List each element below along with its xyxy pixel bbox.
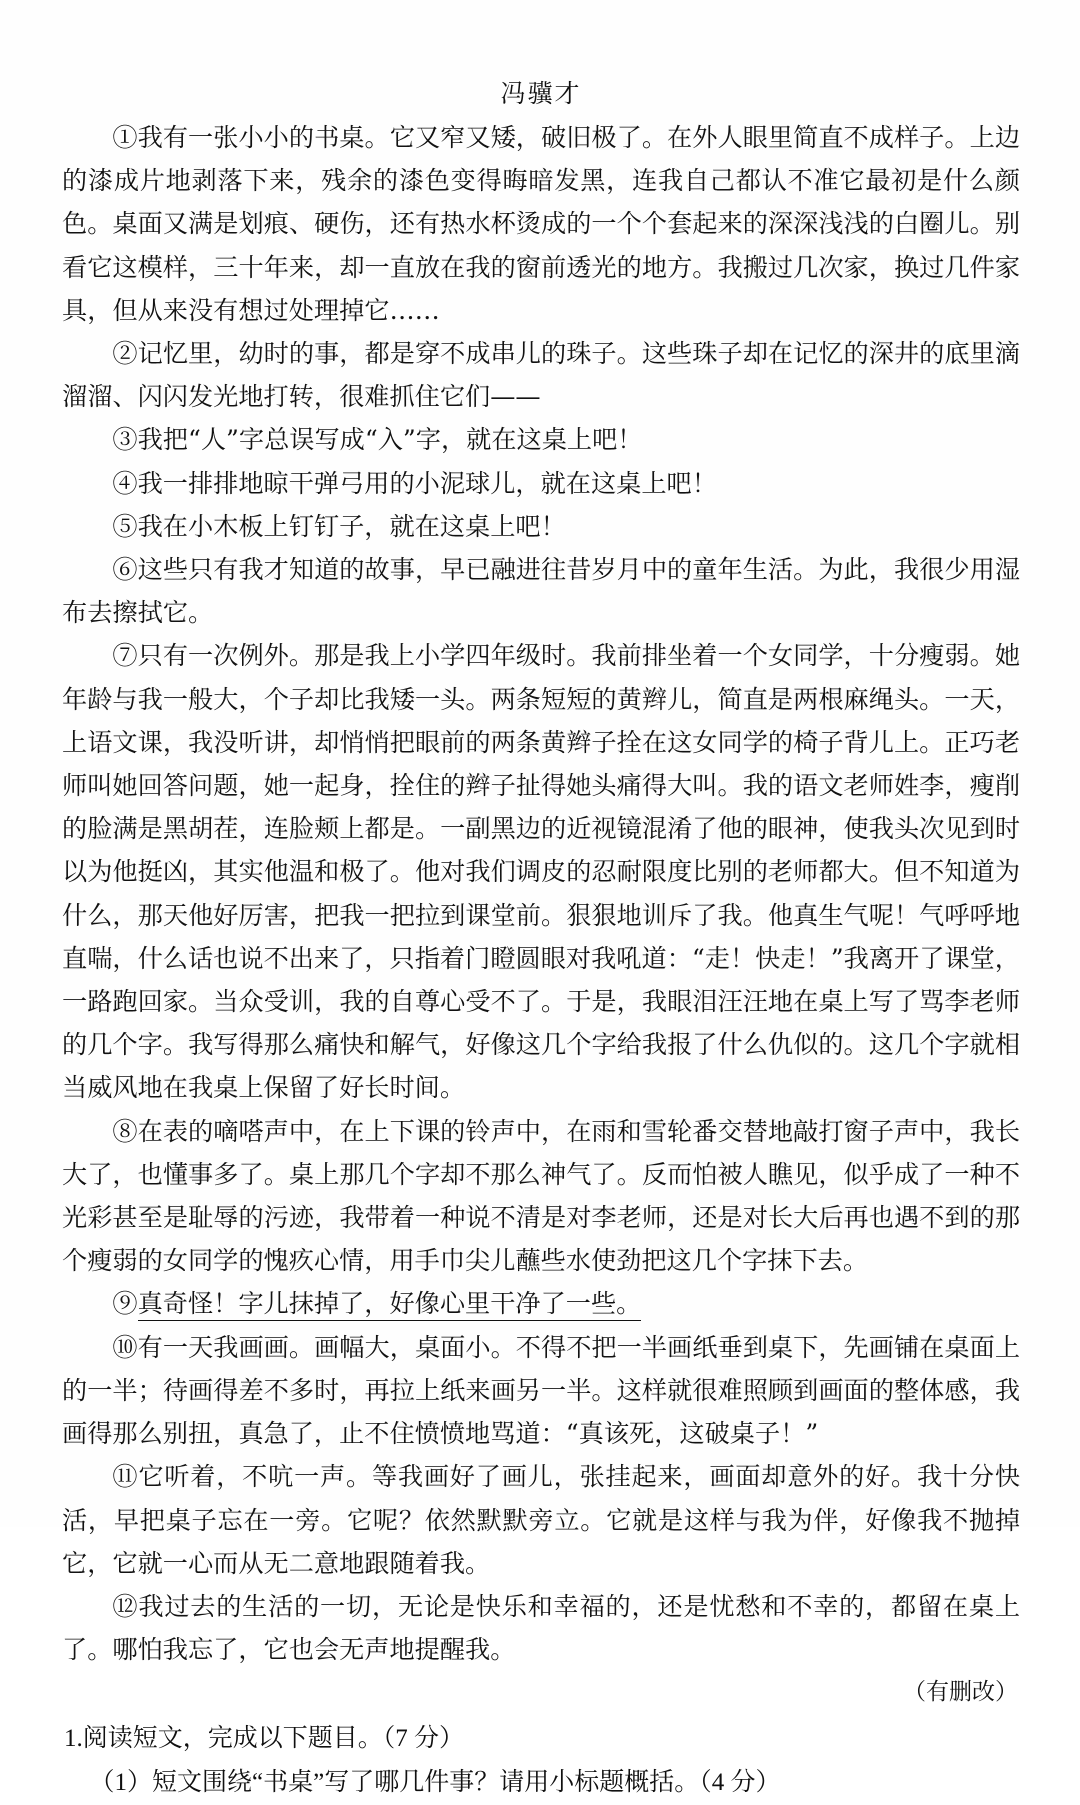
paragraph-text-5: 我在小木板上钉钉子，就在这桌上吧！	[137, 511, 566, 541]
paragraph-marker-2: ②	[112, 339, 138, 369]
paragraph-text-7-after: 这几个字就相当威风地在我桌上保留了好长时间。	[62, 1030, 1021, 1103]
paragraph-marker-5: ⑤	[112, 511, 138, 541]
paragraph-4	[62, 462, 1020, 505]
paragraph-12	[62, 1585, 1020, 1671]
question-1-sub-1: （1）短文围绕“书桌”写了哪几件事？请用小标题概括。（4 分）	[89, 1768, 781, 1796]
author-byline: 冯骥才	[500, 79, 582, 108]
paragraph-text-8: 在表的嘀嗒声中，在上下课的铃声中，在雨和雪轮番交替地敲打窗子声中，我长大了，也懂事多了。桌上那几个字却不那么神气了。反而怕被人瞧见，似乎成了一种不光彩甚至是耻辱的污迹，我带着一种说不清是对李老师，还是对长大后再也遇不到的那个瘦弱的女同学的愧疚心情，用手巾尖儿蘸些水使劲把这几个字抹下去。	[62, 1116, 1021, 1276]
paragraph-marker-3: ③	[112, 425, 138, 455]
paragraph-text-12: 我过去的生活的一切，无论是快乐和幸福的，还是忧愁和不幸的，都留在桌上了。哪怕我忘了，它也会无声地提醒我。	[62, 1591, 1021, 1665]
paragraph-marker-8: ⑧	[112, 1116, 138, 1146]
paragraph-text-3: 我把“人”字总误写成“入”字，就在这桌上吧！	[137, 425, 643, 455]
paragraph-text-11-after: 地跟随着我。	[339, 1548, 491, 1578]
source-attribution-note: （有删改）	[903, 1679, 1018, 1706]
paragraph-8	[62, 1110, 1020, 1283]
paragraph-text-10: 有一天我画画。画幅大，桌面小。不得不把一半画纸垂到桌下，先画铺在桌面上的一半；待画得差不多时，再拉上纸来画另一半。这样就很难照顾到画面的整体感，我画得那么别扭，真急了，止不住愤愤地骂道：“真该死，这破桌子！”	[62, 1332, 1021, 1449]
paragraph-9-underlined-text: 真奇怪！字儿抹掉了，好像心里干净了一些。	[138, 1289, 642, 1321]
paragraph-marker-9: ⑨	[112, 1289, 138, 1319]
paragraph-6	[62, 548, 1020, 634]
paragraph-marker-10: ⑩	[112, 1332, 138, 1362]
paragraph-1	[62, 116, 1020, 332]
paragraph-9	[62, 1282, 1020, 1325]
question-1-main: 1.阅读短文，完成以下题目。（7 分）	[64, 1724, 465, 1752]
passage-body	[62, 116, 1020, 1671]
paragraph-marker-4: ④	[112, 468, 138, 498]
paragraph-marker-12: ⑫	[112, 1591, 139, 1621]
paragraph-7	[62, 634, 1020, 1109]
paragraph-text-6: 这些只有我才知道的故事，早已融进往昔岁月中的童年生活。为此，我很少用湿布去擦拭它。	[62, 555, 1021, 628]
paragraph-text-7-before: 只有一次例外。那是我上小学四年级时。我前排坐着一个女同学，十分瘦弱。她年龄与我一般大，个子却比我矮一头。两条短短的黄辫儿，简直是两根麻绳头。一天，上语文课，我没听讲，却悄悄把眼前的两条黄辫子拴在这女同学的椅子背儿上。正巧老师叫她回答问题，她一起身，拴住的辫子扯得她头痛得大叫。我的语文老师姓李，瘦削的脸满是黑胡茬，连脸颊上都是。一副黑边的近视镜混淆了他的眼神，使我头次见到时以为他挺凶，其实他温和极了。他对我们调皮的忍耐限度比别的老师都大。但不知道为什么，那天他好厉害，把我一把拉到课堂前。狠狠地训斥了我。他真生气呢！气呼呼地直喘，什么话也说不出来了，只指着门瞪圆眼对我吼道：“走！快走！”我离开了课堂，一路跑回家。当众受训，我的自尊心受不了。于是，我眼泪汪汪地在桌上写了骂李老师的几个字。	[62, 641, 1021, 1060]
paragraph-text-1: 我有一张小小的书桌。它又窄又矮，破旧极了。在外人眼里简直不成样子。上边的漆成片地剥落下来，残余的漆色变得晦暗发黑，连我自己都认不准它最初是什么颜色。桌面又满是划痕、硬伤，还有热水杯烫成的一个个套起来的深深浅浅的白圈儿。别看它这模样，三十年来，却一直放在我的窗前透光的地方。我搬过几次家，换过几件家具，但从来没有想过处理掉它……	[62, 123, 1021, 325]
paragraph-7-emphasis-text: 我写得那么痛快和解气，好像这几个字给我报了什么仇似的。	[188, 1030, 869, 1060]
paragraph-11-emphasis-text: 一心而从无二意	[162, 1548, 340, 1578]
paragraph-marker-6: ⑥	[112, 555, 138, 585]
paragraph-text-4: 我一排排地晾干弹弓用的小泥球儿，就在这桌上吧！	[137, 468, 717, 498]
paragraph-2	[62, 332, 1020, 418]
paragraph-11	[62, 1455, 1020, 1585]
paragraph-text-2: 记忆里，幼时的事，都是穿不成串儿的珠子。这些珠子却在记忆的深井的底里滴溜溜、闪闪发光地打转，很难抓住它们——	[62, 339, 1021, 412]
paragraph-10	[62, 1326, 1020, 1456]
paragraph-3	[62, 418, 1020, 461]
paragraph-marker-7: ⑦	[112, 641, 138, 671]
paragraph-text-11-before: 它听着，不吭一声。等我画好了画儿，张挂起来，画面却意外的好。我十分快活，早把桌子忘在一旁。它呢？依然默默旁立。它就是这样与我为伴，好像我不抛掉它，它就	[62, 1462, 1021, 1578]
paragraph-marker-11: ⑪	[112, 1462, 139, 1492]
paragraph-5	[62, 505, 1020, 548]
paragraph-marker-1: ①	[112, 123, 138, 152]
questions-section	[62, 1717, 1020, 1805]
